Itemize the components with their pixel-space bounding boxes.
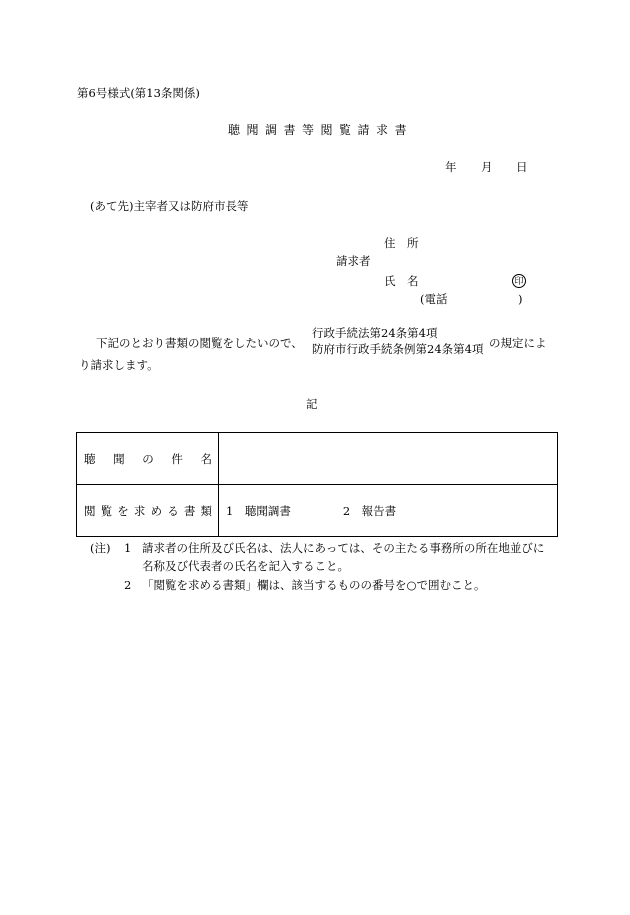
option-report[interactable]: 2 報告書 xyxy=(342,503,397,518)
phone-open: (電話 xyxy=(420,292,448,306)
hearing-subject-value[interactable] xyxy=(219,433,558,485)
note-1-number: 1 xyxy=(124,541,132,555)
requested-documents-value xyxy=(219,485,558,537)
ki-mark: 記 xyxy=(306,397,318,411)
date-day: 日 xyxy=(516,160,528,174)
hearing-subject-label-cell xyxy=(77,433,219,485)
note-1-line-2: 名称及び代表者の氏名を記入すること。 xyxy=(142,559,349,573)
document-title: 聴聞調書等閲覧請求書 xyxy=(228,123,414,137)
body-law-2: 防府市行政手続条例第24条第4項 xyxy=(312,342,484,356)
addressee: (あて先)主宰者又は防府市長等 xyxy=(90,199,249,213)
table-row xyxy=(77,433,558,485)
note-1-line-1: 請求者の住所及び氏名は、法人にあっては、その主たる事務所の所在地並びに xyxy=(142,541,545,555)
date-month: 月 xyxy=(481,160,493,174)
address-label: 住 所 xyxy=(384,236,419,250)
option-hearing-record[interactable]: 1 聴聞調書 xyxy=(226,503,291,518)
table-row xyxy=(77,485,558,537)
request-table xyxy=(76,432,558,537)
seal-mark: 印 xyxy=(512,274,526,288)
note-2-number: 2 xyxy=(124,578,132,592)
phone-close: ) xyxy=(518,292,523,306)
form-number: 第6号様式(第13条関係) xyxy=(77,86,200,100)
notes-label: (注) xyxy=(90,541,111,555)
body-law-1: 行政手続法第24条第4項 xyxy=(312,326,438,340)
name-label: 氏 名 xyxy=(384,274,419,288)
body-prefix: 下記のとおり書類の閲覧をしたいので、 xyxy=(96,336,303,350)
hearing-subject-label: 聴聞の件名 xyxy=(84,451,212,466)
requested-documents-label: 閲覧を求める書類 xyxy=(84,503,212,518)
date-year: 年 xyxy=(445,160,457,174)
requested-documents-label-cell xyxy=(77,485,219,537)
body-suffix: の規定によ xyxy=(489,336,547,350)
note-2-line-1: 「閲覧を求める書類」欄は、該当するものの番号を○で囲むこと。 xyxy=(142,578,486,592)
requester-label: 請求者 xyxy=(336,254,371,268)
body-line-2: り請求します。 xyxy=(79,358,159,372)
